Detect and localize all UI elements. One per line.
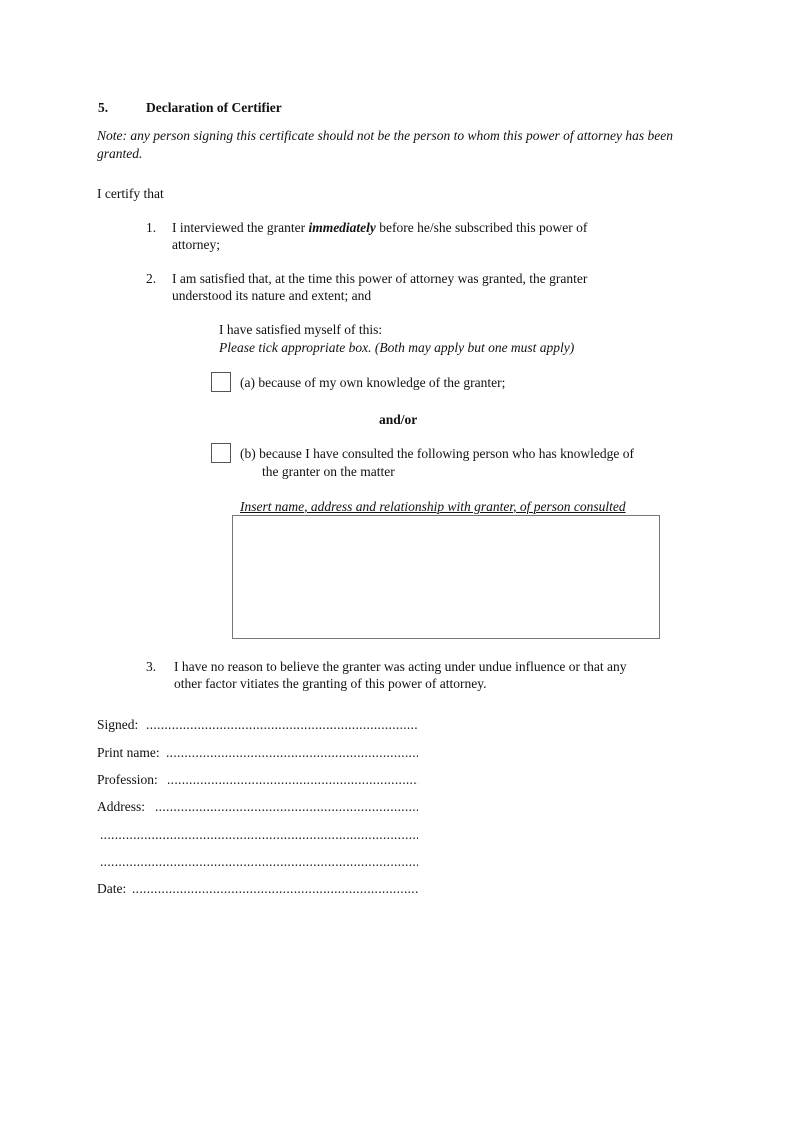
profession-dotted-line[interactable] — [167, 771, 418, 789]
item-2-number: 2. — [146, 271, 157, 286]
item-2-line1: I am satisfied that, at the time this power of attorney was granted, the granter — [172, 271, 588, 286]
consulted-label: Insert name, address and relationship with granter, of person consulted — [240, 499, 626, 514]
print-name-label: Print name: — [97, 745, 160, 760]
section-note: Note: any person signing this certificate should not be the person to whom this power of attorney has been granted. — [97, 128, 673, 161]
print-name-dotted-line[interactable] — [166, 744, 418, 762]
item-1-line2: attorney; — [172, 237, 220, 252]
consulted-person-textbox[interactable] — [232, 515, 660, 639]
satisfied-heading: I have satisfied myself of this: — [219, 322, 383, 337]
item-1-emphasis: immediately — [308, 220, 376, 235]
item-3-line2: other factor vitiates the granting of this power of attorney. — [174, 676, 487, 691]
item-3-number: 3. — [146, 659, 157, 674]
option-a-checkbox[interactable] — [211, 372, 231, 392]
option-b-line1: (b) because I have consulted the following person who has knowledge of — [240, 446, 635, 461]
option-b-line2: the granter on the matter — [262, 464, 395, 479]
item-1-text-after: before he/she subscribed this power of — [375, 220, 588, 235]
signed-dotted-line[interactable] — [146, 716, 418, 734]
signed-label: Signed: — [97, 717, 139, 732]
address-label: Address: — [97, 799, 145, 814]
option-a-label: (a) because of my own knowledge of the granter; — [240, 375, 506, 390]
satisfied-instruction: Please tick appropriate box. (Both may apply but one must apply) — [219, 340, 575, 355]
and-or-label: and/or — [379, 412, 418, 427]
option-b-checkbox[interactable] — [211, 443, 231, 463]
address-dotted-line-1[interactable] — [155, 798, 418, 816]
intro-text: I certify that — [97, 186, 164, 201]
item-3-line1: I have no reason to believe the granter was acting under undue influence or that any — [174, 659, 627, 674]
address-dotted-line-3[interactable] — [100, 853, 418, 871]
item-1-text-before: I interviewed the granter — [172, 220, 309, 235]
section-title: Declaration of Certifier — [146, 100, 282, 115]
profession-label: Profession: — [97, 772, 158, 787]
item-1-number: 1. — [146, 220, 157, 235]
item-1-line1 — [172, 219, 587, 237]
section-number: 5. — [98, 100, 109, 115]
date-dotted-line[interactable] — [132, 880, 418, 898]
item-2-line2: understood its nature and extent; and — [172, 288, 372, 303]
date-label: Date: — [97, 881, 127, 896]
address-dotted-line-2[interactable] — [100, 826, 418, 844]
